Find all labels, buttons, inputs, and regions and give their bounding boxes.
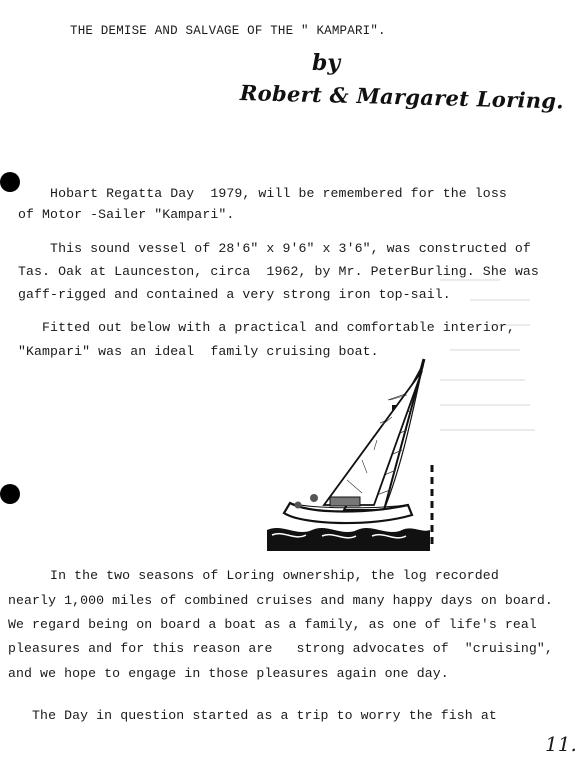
text-line: of Motor -Sailer "Kampari". [18,207,235,222]
text-line: We regard being on board a boat as a family, as one of life's real [8,617,537,632]
text-line: In the two seasons of Loring ownership, the log recorded [18,568,499,583]
punch-hole-top [0,172,20,192]
document-title: THE DEMISE AND SALVAGE OF THE " KAMPARI". [70,24,386,38]
punch-hole-bottom [0,484,20,504]
author-signature: Robert & Margaret Loring. [239,80,565,114]
sailboat-illustration [262,355,442,555]
page-number: 11. [545,732,577,756]
text-line: pleasures and for this reason are strong advocates of "cruising", [8,641,553,656]
text-line: and we hope to engage in those pleasures again one day. [8,666,449,681]
text-line: "Kampari" was an ideal family cruising boat. [18,344,379,359]
text-line: This sound vessel of 28'6" x 9'6" x 3'6", was constructed of [18,241,531,256]
byline: by [312,50,341,76]
text-line: Hobart Regatta Day 1979, will be remembered for the loss [18,186,507,201]
show-through-ghost-text [430,270,540,450]
text-line: The Day in question started as a trip to worry the fish at [8,708,497,723]
text-line: Tas. Oak at Launceston, circa 1962, by Mr. PeterBurling. She was [18,264,539,279]
text-line: Fitted out below with a practical and comfortable interior, [18,320,515,335]
text-line: gaff-rigged and contained a very strong iron top-sail. [18,287,451,302]
text-line: nearly 1,000 miles of combined cruises and many happy days on board. [8,593,553,608]
